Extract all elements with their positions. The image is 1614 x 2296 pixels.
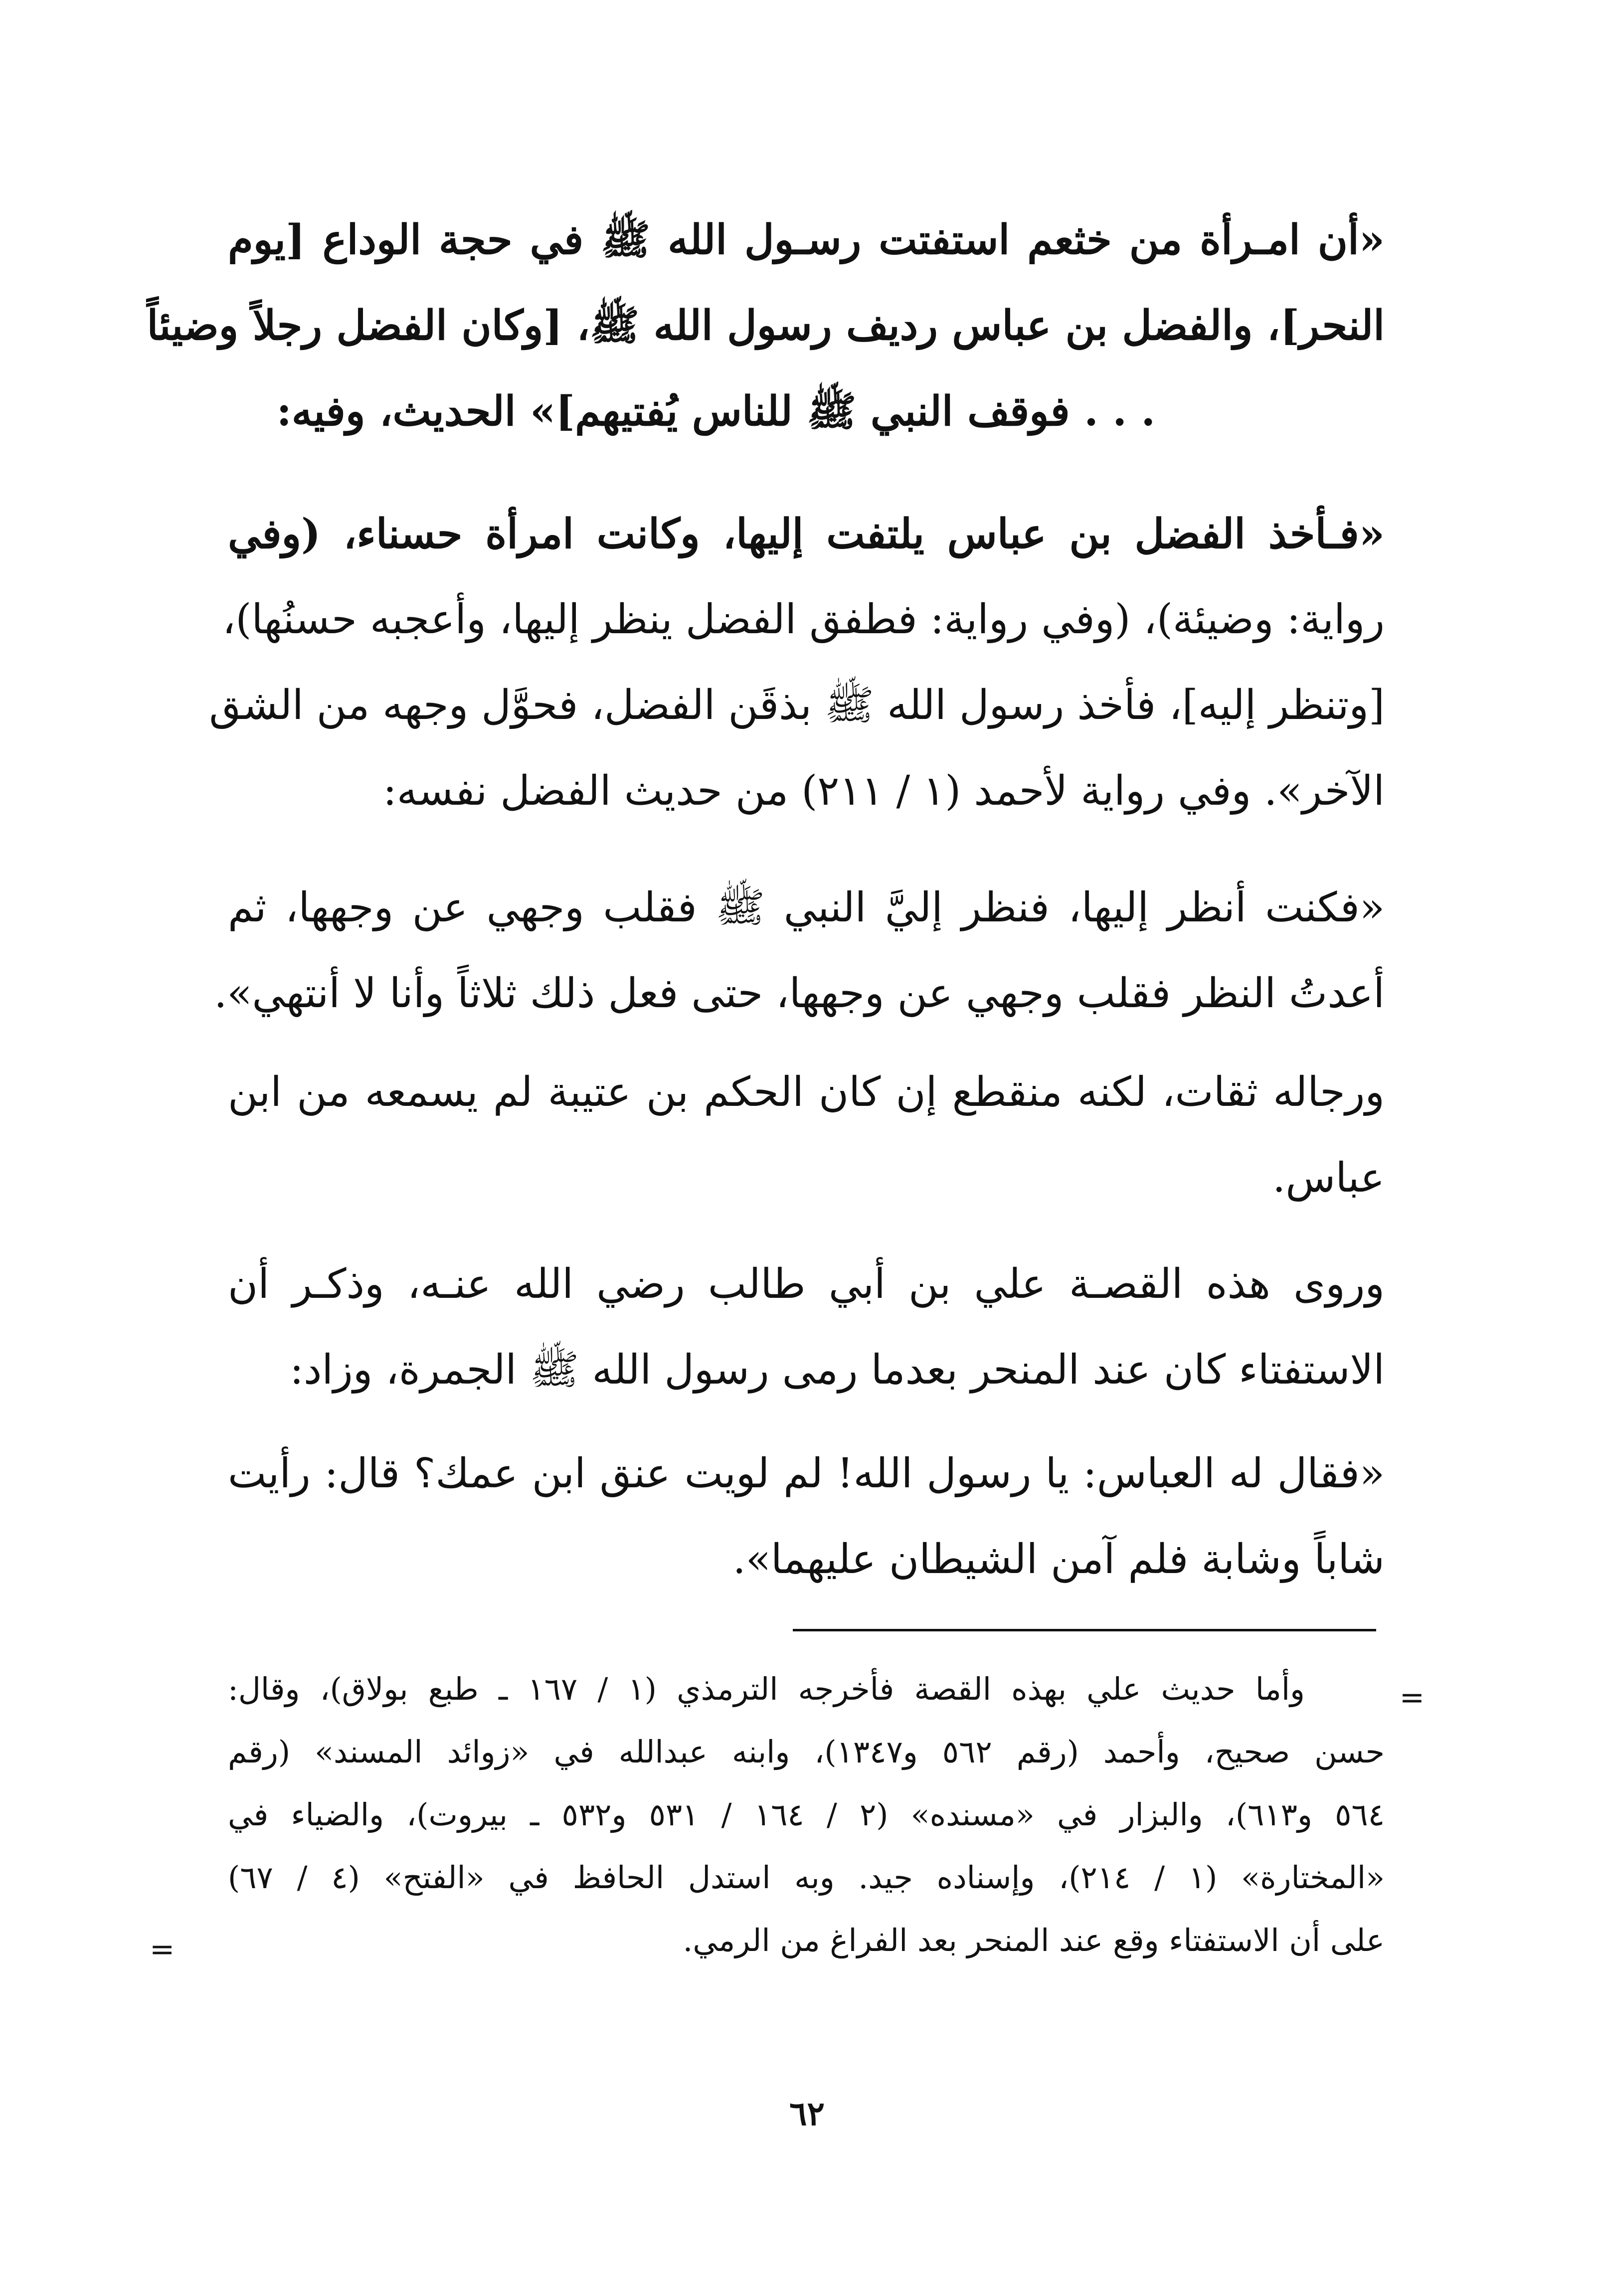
text-line: عباس. xyxy=(1272,1154,1385,1202)
paragraph-fadl-narration xyxy=(214,865,1385,1037)
text-line: «أن امـرأة من خثعم استفتت رسـول الله ﷺ في حجة الوداع [يوم xyxy=(228,216,1385,264)
footnote-separator xyxy=(793,1629,1376,1631)
text-line: الاستفتاء كان عند المنحر بعدما رمى رسول الله ﷺ الجمرة، وزاد: xyxy=(290,1346,1385,1394)
footnote-line: حسن صحيح، وأحمد (رقم ٥٦٢ و١٣٤٧)، وابنه عبدالله في «زوائد المسند» (رقم xyxy=(228,1734,1385,1770)
text-line: رواية: وضيئة)، (وفي رواية: فطفق الفضل ينظر إليها، وأعجبه حسنُها)، xyxy=(222,596,1385,643)
text-line: شاباً وشابة فلم آمن الشيطان عليهما». xyxy=(732,1536,1385,1583)
text-line: أعدتُ النظر فقلب وجهي عن وجهها، حتى فعل ذلك ثلاثاً وأنا لا أنتهي». xyxy=(214,970,1385,1017)
text-line: النحر]، والفضل بن عباس رديف رسول الله ﷺ، [وكان الفضل رجلاً وضيئاً xyxy=(147,302,1385,350)
text-line: . . . فوقف النبي ﷺ للناس يُفتيهم]» الحديث، وفيه: xyxy=(276,387,1155,435)
paragraph-hadith-khathamiyya xyxy=(147,197,1385,454)
footnote xyxy=(228,1658,1385,1972)
paragraph-chain-note xyxy=(228,1050,1385,1221)
footnote-line: «المختارة» (١ / ٢١٤)، وإسناده جيد. وبه استدل الحافظ في «الفتح» (٤ / ٦٧) xyxy=(228,1859,1385,1896)
text-line: «فـأخذ الفضل بن عباس يلتفت إليها، وكانت امرأة حسناء، (وفي xyxy=(228,510,1385,558)
footnote-line: على أن الاستفتاء وقع عند المنحر بعد الفراغ من الرمي. xyxy=(683,1922,1385,1958)
text-line: «فكنت أنظر إليها، فنظر إليَّ النبي ﷺ فقلب وجهي عن وجهها، ثم xyxy=(228,884,1385,931)
text-line: الآخر». وفي رواية لأحمد (١ / ٢١١) من حديث الفضل نفسه: xyxy=(383,767,1385,815)
page-number: ٦٢ xyxy=(789,2094,825,2133)
text-line: ورجاله ثقات، لكنه منقطع إن كان الحكم بن عتيبة لم يسمعه من ابن xyxy=(228,1068,1385,1116)
footnote-continuation-mark: = xyxy=(1399,1680,1425,1715)
paragraph-ali-narration xyxy=(228,1241,1385,1413)
text-line: «فقال له العباس: يا رسول الله! لم لويت عنق ابن عمك؟ قال: رأيت xyxy=(228,1450,1385,1497)
footnote-line: وأما حديث علي بهذه القصة فأخرجه الترمذي (١ / ١٦٧ ـ طبع بولاق)، وقال: xyxy=(228,1671,1305,1707)
text-line: [وتنظر إليه]، فأخذ رسول الله ﷺ بذقَن الفضل، فحوَّل وجهه من الشق xyxy=(209,682,1385,729)
text-line: وروى هذه القصـة علي بن أبي طالب رضي الله عنـه، وذكـر أن xyxy=(228,1260,1385,1308)
paragraph-abbas-question xyxy=(228,1431,1385,1602)
footnote-end-mark: = xyxy=(150,1932,175,1967)
paragraph-fadl-turning xyxy=(209,491,1385,834)
footnote-line: ٥٦٤ و٦١٣)، والبزار في «مسنده» (٢ / ١٦٤ / ٥٣١ و٥٣٢ ـ بيروت)، والضياء في xyxy=(228,1796,1385,1833)
